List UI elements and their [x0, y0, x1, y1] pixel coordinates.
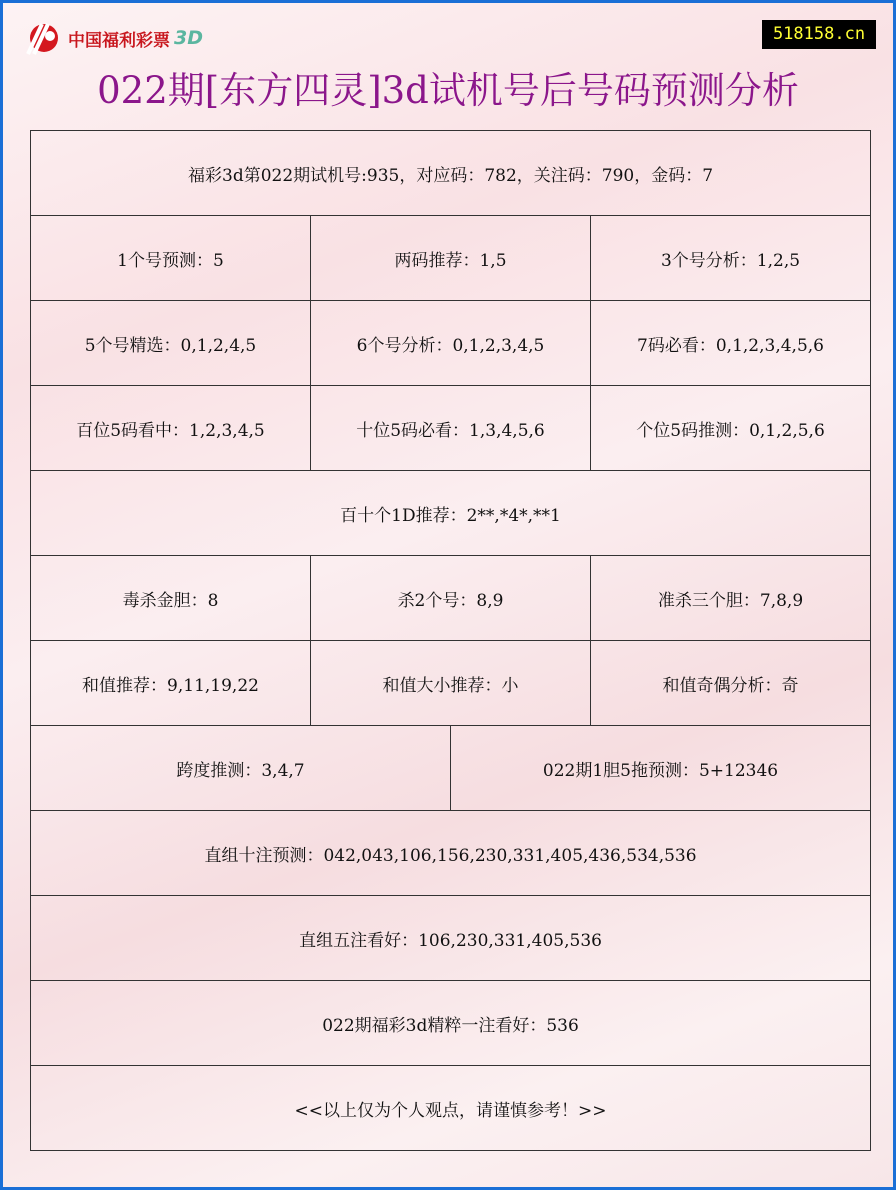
table-row — [31, 641, 871, 726]
table-row — [31, 386, 871, 471]
table-cell: 和值奇偶分析：奇 — [591, 641, 871, 726]
table-row — [31, 471, 871, 556]
table-row — [31, 811, 871, 896]
table-cell: 7码必看：0,1,2,3,4,5,6 — [591, 301, 871, 386]
table-cell: 福彩3d第022期试机号:935，对应码：782，关注码：790，金码：7 — [31, 131, 871, 216]
page-title: 022期[东方四灵]3d试机号后号码预测分析 — [97, 69, 799, 112]
prediction-table — [30, 130, 871, 1151]
table-cell: 022期福彩3d精粹一注看好：536 — [31, 981, 871, 1066]
table-row — [31, 131, 871, 216]
table-cell: 直组十注预测：042,043,106,156,230,331,405,436,534,536 — [31, 811, 871, 896]
logo-text: 中国福利彩票 — [68, 30, 170, 51]
table-cell: 3个号分析：1,2,5 — [591, 216, 871, 301]
table-cell: 两码推荐：1,5 — [311, 216, 591, 301]
table-cell: 022期1胆5拖预测：5+12346 — [451, 726, 871, 811]
table-row — [31, 556, 871, 641]
table-cell: 6个号分析：0,1,2,3,4,5 — [311, 301, 591, 386]
table-row — [31, 981, 871, 1066]
table-cell: 5个号精选：0,1,2,4,5 — [31, 301, 311, 386]
table-cell: 和值推荐：9,11,19,22 — [31, 641, 311, 726]
table-row — [31, 896, 871, 981]
table-cell: 准杀三个胆：7,8,9 — [591, 556, 871, 641]
table-cell: 十位5码必看：1,3,4,5,6 — [311, 386, 591, 471]
table-row — [31, 216, 871, 301]
logo — [20, 20, 203, 56]
site-badge[interactable]: 518158.cn — [762, 20, 876, 49]
table-cell: 杀2个号：8,9 — [311, 556, 591, 641]
logo-3d: 3D — [174, 27, 203, 49]
table-row — [31, 726, 871, 811]
welfare-lottery-logo-icon — [20, 20, 64, 56]
table-cell: 百位5码看中：1,2,3,4,5 — [31, 386, 311, 471]
table-cell: 跨度推测：3,4,7 — [31, 726, 451, 811]
table-cell: 百十个1D推荐：2**,*4*,**1 — [31, 471, 871, 556]
table-row — [31, 301, 871, 386]
table-cell: 毒杀金胆：8 — [31, 556, 311, 641]
table-cell: 个位5码推测：0,1,2,5,6 — [591, 386, 871, 471]
table-cell: <<以上仅为个人观点，请谨慎参考！>> — [31, 1066, 871, 1151]
table-row — [31, 1066, 871, 1151]
table-cell: 直组五注看好：106,230,331,405,536 — [31, 896, 871, 981]
table-cell: 和值大小推荐：小 — [311, 641, 591, 726]
table-cell: 1个号预测：5 — [31, 216, 311, 301]
